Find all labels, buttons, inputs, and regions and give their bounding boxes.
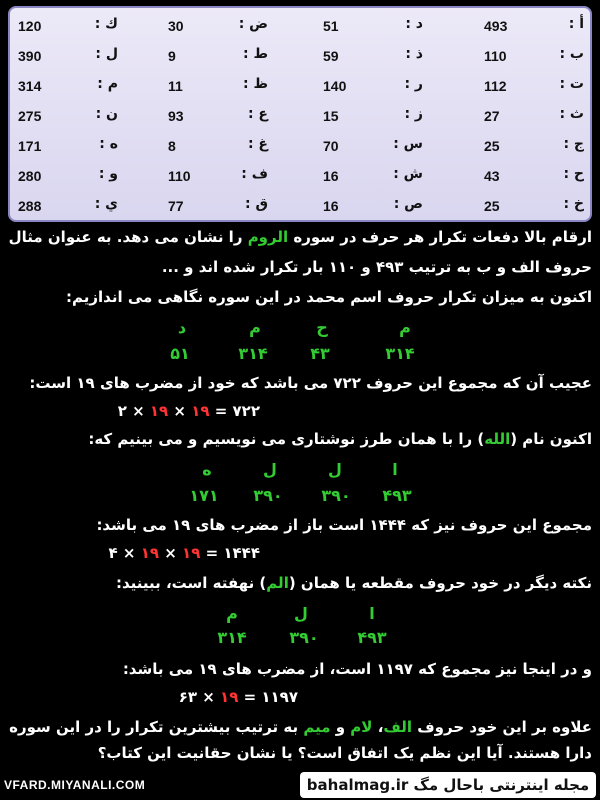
text-part: اکنون نام ( <box>510 430 592 448</box>
table-cell <box>18 136 118 160</box>
table-cell <box>18 166 118 190</box>
muhammad-counts <box>0 344 600 368</box>
letter: م <box>226 604 238 623</box>
eq-part: ۱۱۹۷ = <box>238 688 298 706</box>
letter-label: غ : <box>247 136 268 152</box>
table-cell <box>18 196 118 220</box>
eq-highlight: ۱۹ <box>149 402 169 420</box>
letter-count: 390 <box>18 48 42 64</box>
equation-1197 <box>179 688 298 706</box>
letter-count: 30 <box>168 18 184 34</box>
letter: ح <box>316 318 328 337</box>
example-line: حروف الف و ب به ترتیب ۴۹۳ و ۱۱۰ بار تکرار شده اند و ... <box>161 258 592 276</box>
table-cell <box>323 16 423 40</box>
table-cell <box>323 46 423 70</box>
letter-label: ه : <box>99 136 118 152</box>
letter-label: ي : <box>94 196 118 212</box>
allah-word: الله <box>484 430 511 448</box>
allah-counts <box>0 486 600 510</box>
letter-label: س : <box>393 136 423 152</box>
alm-word: الم <box>266 574 289 592</box>
table-cell <box>484 196 584 220</box>
letter-count: 59 <box>323 48 339 64</box>
text-part: ) را با همان طرز نوشتاری می نویسیم و می بینیم که: <box>88 430 485 448</box>
count: ۳۹۰ <box>321 486 351 505</box>
count: ۳۱۴ <box>238 344 268 363</box>
letter-label: ح : <box>563 166 584 182</box>
letter-label: ض : <box>238 16 268 32</box>
table-cell <box>168 106 268 130</box>
table-cell <box>484 106 584 130</box>
sum-722-line: عجیب آن که مجموع این حروف ۷۲۲ می باشد که خود از مضرب های ۱۹ است: <box>29 374 592 392</box>
letter-count: 288 <box>18 198 42 214</box>
letter-count: 15 <box>323 108 339 124</box>
equation-722 <box>118 402 260 420</box>
letter-label: د : <box>405 16 423 32</box>
intro-line <box>9 228 592 246</box>
letter-label: ر : <box>404 76 423 92</box>
count: ۳۹۰ <box>289 628 319 647</box>
letter-count: 110 <box>168 168 191 184</box>
conclusion-line-2: دارا هستند. آیا این نظم یک اتفاق است؟ یا نشان حقانیت این کتاب؟ <box>97 744 592 762</box>
letter-label: ظ : <box>242 76 268 92</box>
letter-label: ن : <box>95 106 118 122</box>
letter: ل <box>328 460 342 479</box>
table-cell <box>18 46 118 70</box>
letter-label: ش : <box>393 166 423 182</box>
eq-highlight: ۱۹ <box>182 544 201 562</box>
letter: د <box>177 318 187 337</box>
table-cell <box>168 136 268 160</box>
eq-part: × <box>159 544 183 562</box>
letter-label: ص : <box>393 196 423 212</box>
table-cell <box>168 196 268 220</box>
table-cell <box>484 166 584 190</box>
letter-label: خ : <box>563 196 584 212</box>
count: ۴۹۳ <box>382 486 412 505</box>
letter-count: 9 <box>168 48 176 64</box>
muhammad-intro-line: اکنون به میزان تکرار حروف اسم محمد در این سوره نگاهی می اندازیم: <box>66 288 592 306</box>
letter-count: 27 <box>484 108 500 124</box>
letter: ل <box>263 460 277 479</box>
letter-count: 110 <box>484 48 507 64</box>
allah-intro-line <box>88 430 592 448</box>
letter: ل <box>294 604 308 623</box>
letter-count: 11 <box>168 78 183 94</box>
letter-count: 314 <box>18 78 42 94</box>
count: ۳۱۴ <box>385 344 415 363</box>
count: ۵۱ <box>170 344 190 363</box>
letter-label: ت : <box>559 76 584 92</box>
table-cell <box>323 196 423 220</box>
letter-count: 280 <box>18 168 42 184</box>
letter-label: ف : <box>241 166 268 182</box>
letter-label: ز : <box>404 106 423 122</box>
table-cell <box>484 136 584 160</box>
table-cell <box>168 76 268 100</box>
table-cell <box>168 46 268 70</box>
count: ۴۹۳ <box>357 628 387 647</box>
eq-part: × <box>168 402 192 420</box>
letter-label: ث : <box>559 106 584 122</box>
letter-count: 25 <box>484 138 500 154</box>
letter-label: ل : <box>95 46 118 62</box>
table-cell <box>18 106 118 130</box>
alm-counts <box>0 628 600 652</box>
letter-label: م : <box>97 76 118 92</box>
letter-label: ك : <box>94 16 118 32</box>
text-part: علاوه بر این خود حروف <box>412 718 592 736</box>
letter-label: و : <box>98 166 118 182</box>
table-cell <box>323 166 423 190</box>
table-cell <box>323 106 423 130</box>
table-cell <box>18 16 118 40</box>
table-cell <box>484 16 584 40</box>
eq-part: × ۶۳ <box>178 688 221 706</box>
letter-count: 8 <box>168 138 176 154</box>
letter-count: 112 <box>484 78 507 94</box>
table-cell <box>484 76 584 100</box>
letter-count: 70 <box>323 138 339 154</box>
text-part: ، <box>372 718 384 736</box>
letter-label: ط : <box>242 46 268 62</box>
letter-label: ذ : <box>405 46 423 62</box>
eq-part: ۷۲۲ = <box>209 402 260 420</box>
allah-letters <box>0 460 600 484</box>
count: ۴۳ <box>310 344 330 363</box>
table-cell <box>168 166 268 190</box>
letter-count: 25 <box>484 198 500 214</box>
letter: ا <box>369 604 375 623</box>
table-cell <box>168 16 268 40</box>
letter-label: أ : <box>568 16 584 32</box>
bahalmag-link[interactable]: مجله اینترنتی باحال مگ bahalmag.ir <box>300 772 596 798</box>
letter: ه <box>202 460 212 479</box>
text-part: نکته دیگر در خود حروف مقطعه یا همان ( <box>288 574 592 592</box>
site-watermark: VFARD.MIYANALI.COM <box>4 778 146 792</box>
letter-count: 16 <box>323 168 339 184</box>
eq-part: ۱۴۴۴ = <box>200 544 260 562</box>
letter-count: 275 <box>18 108 42 124</box>
sum-1444-line: مجموع این حروف نیز که ۱۴۴۴ است باز از مضرب های ۱۹ می باشد: <box>96 516 592 534</box>
sum-1197-line: و در اینجا نیز مجموع که ۱۱۹۷ است، از مضرب های ۱۹ می باشد: <box>122 660 592 678</box>
letter-count: 77 <box>168 198 184 214</box>
text-part: ) نهفته است، ببینید: <box>115 574 267 592</box>
table-cell <box>323 76 423 100</box>
table-cell <box>18 76 118 100</box>
surah-name: الروم <box>247 228 289 246</box>
letter-count: 43 <box>484 168 500 184</box>
letter: م <box>399 318 411 337</box>
eq-highlight: ۱۹ <box>191 402 210 420</box>
letter-count: 140 <box>323 78 347 94</box>
eq-highlight: ۱۹ <box>220 688 239 706</box>
text-part: و <box>330 718 351 736</box>
intro-text-a: ارقام بالا دفعات تکرار هر حرف در سوره <box>288 228 592 246</box>
letter-count-table <box>8 6 592 222</box>
table-cell <box>323 136 423 160</box>
count: ۳۹۰ <box>253 486 283 505</box>
letter-count: 51 <box>323 18 339 34</box>
letter-label: ج : <box>563 136 584 152</box>
letter-count: 16 <box>323 198 339 214</box>
equation-1444 <box>109 544 260 562</box>
eq-highlight: ۱۹ <box>140 544 160 562</box>
letter-count: 120 <box>18 18 42 34</box>
letter-label: ع : <box>247 106 268 122</box>
letter-count: 93 <box>168 108 184 124</box>
lam-word: لام <box>350 718 373 736</box>
intro-text-b: را نشان می دهد. به عنوان مثال <box>8 228 248 246</box>
mim-word: میم <box>303 718 331 736</box>
eq-part: × ۲ <box>117 402 150 420</box>
letter-label: ق : <box>245 196 268 212</box>
muhammad-letters <box>0 318 600 342</box>
text-part: به ترتیب بیشترین تکرار را در این سوره <box>9 718 304 736</box>
alm-intro-line <box>116 574 592 592</box>
count: ۳۱۴ <box>217 628 247 647</box>
conclusion-line-1 <box>9 718 592 736</box>
eq-part: × ۴ <box>108 544 141 562</box>
letter: ا <box>392 460 398 479</box>
letter: م <box>249 318 261 337</box>
alef-word: الف <box>383 718 413 736</box>
count: ۱۷۱ <box>189 486 219 505</box>
table-cell <box>484 46 584 70</box>
alm-letters <box>0 604 600 628</box>
letter-label: ب : <box>559 46 584 62</box>
letter-count: 493 <box>484 18 508 34</box>
letter-count: 171 <box>18 138 42 154</box>
